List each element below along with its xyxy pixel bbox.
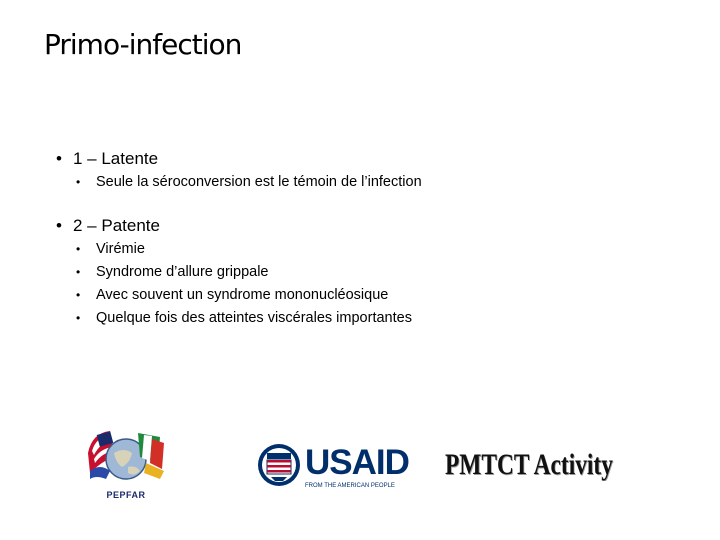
bullet-group-latente bbox=[56, 147, 676, 194]
bullet-group-patente bbox=[56, 214, 676, 330]
usaid-wordmark: USAID bbox=[305, 443, 409, 482]
slide-content bbox=[56, 147, 676, 330]
sub-bullet-syndrome-grippal: • Syndrome d’allure grippale bbox=[76, 261, 676, 284]
sub-bullet-viremie: • Virémie bbox=[76, 238, 676, 261]
usaid-logo bbox=[257, 443, 409, 491]
sub-bullet-atteintes-viscerales: • Quelque fois des atteintes viscérales importantes bbox=[76, 307, 676, 330]
usaid-seal-icon bbox=[257, 443, 301, 487]
usaid-tagline: FROM THE AMERICAN PEOPLE bbox=[305, 483, 395, 489]
pepfar-logo bbox=[80, 423, 172, 503]
pmtct-logo bbox=[445, 448, 685, 488]
sub-bullets-latente bbox=[56, 171, 676, 194]
slide-title: Primo-infection bbox=[44, 28, 242, 61]
logo-bar bbox=[0, 415, 720, 505]
pepfar-emblem-icon bbox=[80, 423, 172, 485]
pepfar-label: PEPFAR bbox=[106, 490, 146, 500]
sub-bullets-patente bbox=[56, 238, 676, 330]
sub-bullet-mononucleosique: • Avec souvent un syndrome mononucléosique bbox=[76, 284, 676, 307]
pmtct-activity-label: PMTCT Activity bbox=[445, 448, 613, 481]
bullet-patente: • 2 – Patente bbox=[56, 214, 676, 238]
bullet-latente: • 1 – Latente bbox=[56, 147, 676, 171]
sub-bullet-seroconversion: • Seule la séroconversion est le témoin de l’infection bbox=[76, 171, 676, 194]
